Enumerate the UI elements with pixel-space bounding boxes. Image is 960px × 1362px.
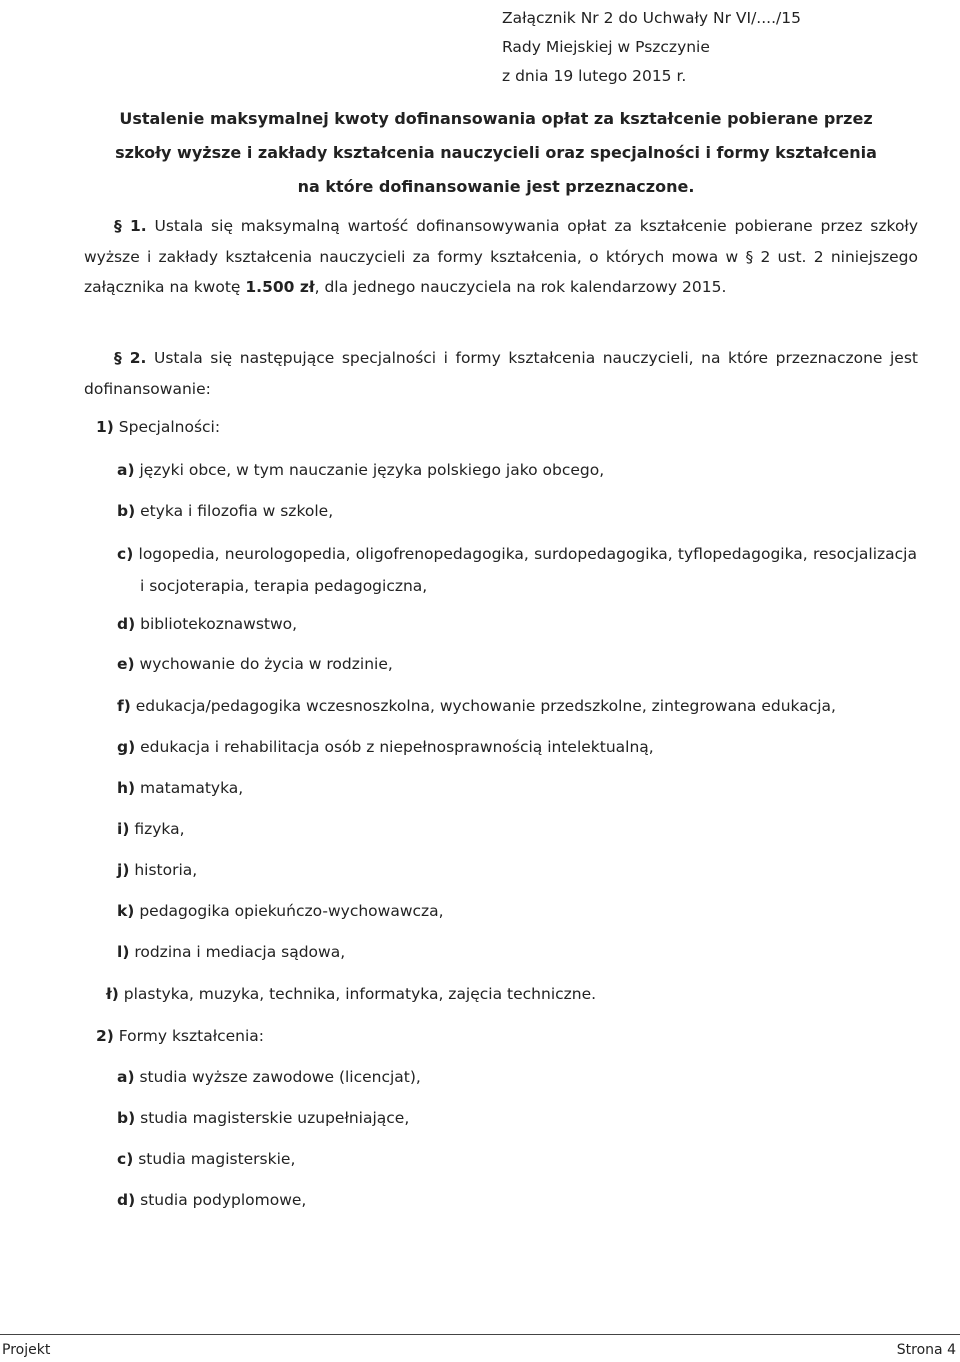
form-item-b [117, 1109, 409, 1127]
list-item-label: h) [117, 779, 136, 797]
specialty-item-j [117, 861, 197, 879]
list-item-text: edukacja i rehabilitacja osób z niepełnosprawnością intelektualną, [135, 738, 654, 756]
list-item-label: l) [117, 943, 130, 961]
list-item-text: etyka i filozofia w szkole, [135, 502, 334, 520]
specialties-heading-text: Specjalności: [113, 418, 221, 436]
specialty-item-g [117, 738, 654, 756]
specialty-item-k [117, 902, 444, 920]
section-1-text-a: Ustala się maksymalną wartość dofinansowywania opłat za kształcenie pobierane przez szkoły wyższe i zakłady kształcenia nauczycieli za formy kształcenia, o których mowa w § 2 ust. 2 niniejszego załącznika na kwotę [84, 217, 919, 296]
list-item-text: edukacja/pedagogika wczesnoszkolna, wychowanie przedszkolne, zintegrowana edukacja, [130, 697, 836, 715]
list-item-label: c) [117, 1150, 134, 1168]
attachment-header [502, 4, 801, 91]
list-item-label: b) [117, 502, 136, 520]
specialty-item-e [117, 655, 393, 673]
list-item-label: a) [117, 1068, 135, 1086]
list-item-label: d) [117, 615, 136, 633]
list-item-label: ł) [106, 985, 119, 1003]
section-1-amount: 1.500 zł [245, 278, 315, 296]
list-item-label: e) [117, 655, 135, 673]
footer-page-number: Strona 4 [896, 1342, 956, 1358]
forms-heading-text: Formy kształcenia: [113, 1027, 265, 1045]
list-item-text: studia podyplomowe, [135, 1191, 307, 1209]
header-line-3: z dnia 19 lutego 2015 r. [502, 67, 687, 85]
list-item-label: d) [117, 1191, 136, 1209]
specialties-heading [96, 418, 220, 436]
specialty-item-c [117, 538, 917, 602]
specialties-label: 1) [96, 418, 114, 436]
forms-heading [96, 1027, 264, 1045]
section-1-text-b: , dla jednego nauczyciela na rok kalendarzowy 2015. [314, 278, 727, 296]
title-line-2: szkoły wyższe i zakłady kształcenia nauczycieli oraz specjalności i formy kształcenia [115, 143, 877, 162]
list-item-text: historia, [129, 861, 198, 879]
form-item-d [117, 1191, 306, 1209]
specialty-item-l [117, 943, 345, 961]
list-item-text: rodzina i mediacja sądowa, [129, 943, 346, 961]
specialty-item-d [117, 615, 297, 633]
list-item-text: fizyka, [129, 820, 185, 838]
specialty-item-h [117, 779, 243, 797]
list-item-text: pedagogika opiekuńczo-wychowawcza, [134, 902, 444, 920]
list-item-label: k) [117, 902, 135, 920]
specialty-item-b [117, 502, 333, 520]
list-item-text: logopedia, neurologopedia, oligofrenopedagogika, surdopedagogika, tyflopedagogika, resocjalizacja i socjoterapia, terapia pedagogiczna, [133, 545, 917, 595]
header-line-1: Załącznik Nr 2 do Uchwały Nr VI/..../15 [502, 9, 801, 27]
list-item-text: plastyka, muzyka, technika, informatyka, zajęcia techniczne. [118, 985, 597, 1003]
list-item-text: języki obce, w tym nauczanie języka polskiego jako obcego, [134, 461, 605, 479]
title-line-3: na które dofinansowanie jest przeznaczone. [297, 177, 695, 196]
header-line-2: Rady Miejskiej w Pszczynie [502, 38, 710, 56]
list-item-text: studia magisterskie, [133, 1150, 296, 1168]
specialty-item-l-stroke [106, 985, 596, 1003]
document-title [80, 102, 912, 204]
list-item-label: j) [117, 861, 130, 879]
specialty-item-i [117, 820, 185, 838]
list-item-label: i) [117, 820, 130, 838]
title-line-1: Ustalenie maksymalnej kwoty dofinansowania opłat za kształcenie pobierane przez [119, 109, 873, 128]
list-item-text: bibliotekoznawstwo, [135, 615, 298, 633]
section-1-mark: § 1. [114, 217, 147, 235]
list-item-label: c) [117, 545, 134, 563]
specialty-item-a [117, 461, 604, 479]
list-item-label: a) [117, 461, 135, 479]
list-item-text: studia wyższe zawodowe (licencjat), [134, 1068, 421, 1086]
forms-label: 2) [96, 1027, 114, 1045]
list-item-text: studia magisterskie uzupełniające, [135, 1109, 410, 1127]
form-item-c [117, 1150, 295, 1168]
footer-project-label: Projekt [2, 1342, 51, 1358]
footer-divider [0, 1334, 960, 1335]
list-item-label: b) [117, 1109, 136, 1127]
section-1-paragraph [84, 211, 918, 303]
section-2-paragraph [84, 343, 918, 404]
section-2-text: Ustala się następujące specjalności i formy kształcenia nauczycieli, na które przeznaczone jest dofinansowanie: [84, 349, 918, 398]
list-item-label: g) [117, 738, 136, 756]
list-item-text: matamatyka, [135, 779, 244, 797]
list-item-label: f) [117, 697, 131, 715]
form-item-a [117, 1068, 421, 1086]
list-item-text: wychowanie do życia w rodzinie, [134, 655, 393, 673]
specialty-item-f [117, 697, 836, 715]
section-2-mark: § 2. [114, 349, 147, 367]
